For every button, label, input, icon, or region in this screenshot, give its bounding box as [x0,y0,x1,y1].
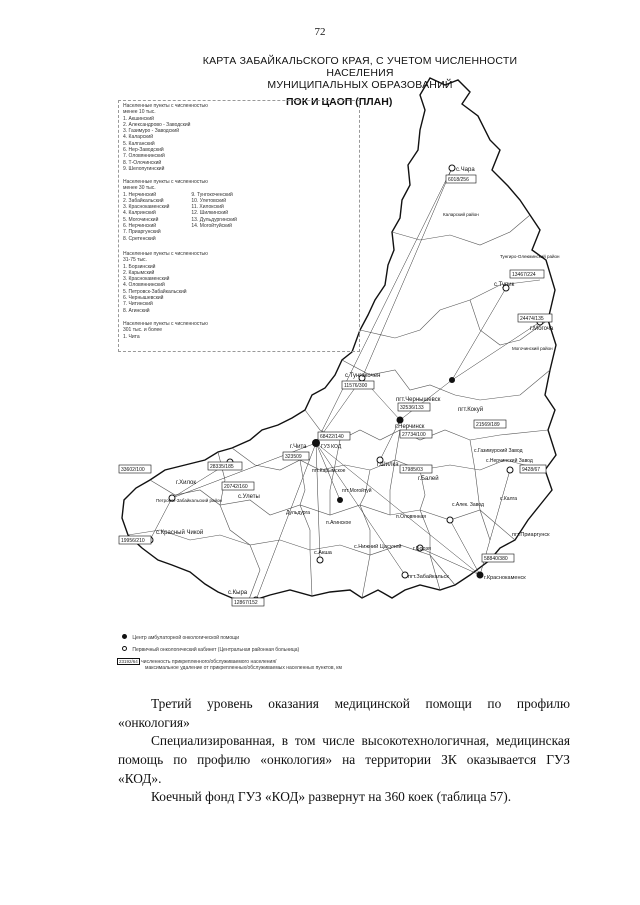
key-center-row [117,634,239,641]
legend-heading: Населенные пункты с численностью [123,321,208,327]
key-box-desc2: максимальное удаление от прикрепленных/обслуживаемых населенных пунктов, км [145,665,342,671]
legend-heading: Населенные пункты с численностью [123,251,208,257]
key-center-text: Центр амбулаторной онкологической помощи [132,635,240,641]
legend-item: 7. Читинский [123,301,153,308]
paragraph-third-level [118,696,570,712]
legend-item: 10. Улетовский [191,197,227,204]
label-shilka: г.Шилка [377,462,399,468]
legend-item: 3. Краснокаменский [123,276,170,283]
legend-item: 2. Карымский [123,269,155,276]
label-chita: г.Чита [290,444,307,450]
legend-item: 12. Шилкинский [191,210,229,217]
legend-item: 4. Оловяннинский [123,282,165,289]
aleksandr-zavod-cabinet-marker [447,517,453,523]
mogoytuy-center-marker [337,497,343,503]
label-nerchinsk-box: 27734/100 [402,432,426,438]
label-aginskoe: п.Агинское [326,520,352,526]
key-box-row-2 [145,665,342,671]
legend-item: 14. Могойтуйский [191,223,232,230]
legend-item: 11. Хилокский [191,204,224,211]
label-priargunsk: пгт.Приаргунск [512,532,550,538]
legend-item: 7. Приаргунский [123,229,161,236]
legend-item: 8. Т-Олочинский [123,159,162,166]
filled-circle-icon [122,634,127,639]
page-number: 72 [314,26,326,38]
key-cabinet-row [117,646,299,653]
legend-heading: Населенные пункты с численностью [123,103,208,109]
legend-item: 6. Чернышевский [123,295,164,302]
label-gukod: ГУЗ КОД [321,444,342,450]
legend-item: 13. Дульдургинский [191,216,237,223]
label-kokui: пгт.Кокуй [458,407,484,413]
label-nerchinsk: г.Нерчинск [395,424,425,430]
label-aksha: с.Акша [314,550,332,556]
legend-item: 3. Краснокаменский [123,204,170,211]
nerchinsk-center-marker [397,417,404,424]
label-balei-box: 17985/03 [402,467,423,473]
legend-heading: 301 тыс. и более [123,327,163,334]
legend-group-31-75k [123,251,208,314]
label-krasnokamensk: г.Краснокаменск [484,575,526,581]
label-chernyshevsk: пгт.Чернышевск [396,397,441,403]
legend-group-under-10k [123,103,208,172]
label-tungir: Тунгиро-Олекминский район [500,254,560,259]
paragraph-specialized [118,733,570,749]
label-mogocha: г.Могоча [530,326,554,332]
krasnokamensk-center-marker [477,572,484,579]
label-krasnokamensk-box: 58840/380 [484,556,508,562]
label-karymskoe: пгт.Карымское [312,468,346,474]
paragraph-line: Специализированная, в том числе высокотехнологичная, медицинская [151,733,570,748]
label-balei: г.Балей [418,476,439,482]
legend-item: 5. Петровск-Забайкальский [123,288,187,295]
legend-item: 2. Забайкальский [123,197,164,204]
legend-item: 1. Чита [123,333,140,340]
legend-item: 1. Нерчинский [123,191,157,198]
map-subtitle: ПОК И ЦАОП (ПЛАН) [286,96,393,108]
paragraph-line: Третий уровень оказания медицинской помощи по профилю [151,696,570,711]
map-title-line1: КАРТА ЗАБАЙКАЛЬСКОГО КРАЯ, С УЧЕТОМ ЧИСЛЕННОСТИ НАСЕЛЕНИЯ [202,55,518,79]
legend-item: 3. Газимуро - Заводский [123,128,180,135]
legend-item: 9. Шелопугинский [123,165,165,172]
label-nerch-zavod: с.Нерчинский Завод [486,458,533,464]
label-mogoytuy: пгт.Могойтуй [342,488,372,494]
legend-item: 5. Калганский [123,140,155,147]
legend-item: 9. Тунгокоченский [191,191,233,198]
legend-item: 7. Оловяннинский [123,153,165,160]
legend-item: 8. Агинский [123,307,150,314]
label-chernyshevsk-box: 32536/133 [400,405,424,411]
open-circle-icon [122,646,127,651]
label-olovyannaya: п.Оловянная [396,514,427,520]
label-chara-box: 6018/256 [448,177,469,183]
legend-group-under-30k [123,179,237,242]
label-gaz-zavod: с.Газимурский Завод [474,448,523,454]
label-kalga: с.Калга [500,496,517,502]
label-petrovsk: Петровск-Забайкальский район [156,498,222,503]
key-box-row [117,658,276,665]
legend-item: 6. Нерчинский [123,223,157,230]
label-uletov-box: 20742/160 [224,484,248,490]
paragraph-bed-fund: Коечный фонд ГУЗ «КОД» развернут на 360 коек (таблица 57). [151,789,512,804]
legend-column-left [123,192,169,242]
label-kyra: с.Кыра [228,590,248,596]
key-cabinet-text: Первичный онкологический кабинет (Центральная районная больница) [132,647,300,653]
legend-group-over-301k [123,321,208,340]
label-krasny-chikoy-box: 19956/210 [121,538,145,544]
legend-column-right [191,192,237,242]
label-duldurga: Дульдурга [286,510,311,516]
nerch-zavod-cabinet-marker [507,467,513,473]
legend-item: 1. Борзинский [123,263,156,270]
legend-item: 1. Акшинский [123,115,154,122]
legend-item: 4. Калринский [123,210,156,217]
label-krasny-chikoy: с.Красный Чикой [156,530,204,536]
legend-item: 5. Могочинский [123,216,159,223]
label-kyra-box: 12867/152 [234,600,258,606]
label-tupik-box: 13467/224 [512,272,536,278]
legend-heading: менее 30 тыс. [123,185,156,192]
map-legend [118,100,360,352]
label-hilok-box: 33602/100 [121,467,145,473]
legend-item: 2. Александрово - Заводский [123,121,191,128]
label-petrovsk-box: 28335/185 [210,464,234,470]
label-chita-val: 323509 [285,454,302,460]
label-hilok: г.Хилок [176,480,197,486]
label-kalarsky: Каларский район [443,212,479,217]
label-zabaikalsk: пгт.Забайкальск [408,574,449,580]
paragraph-line: «онкология» [118,715,190,730]
legend-item: 4. Каларский [123,134,154,141]
label-nizhny-tsasuchey: с.Нижний Цасучей [354,544,402,550]
map-title-line2: МУНИЦИПАЛЬНЫХ ОБРАЗОВАНИЙ [267,79,453,91]
legend-heading: Населенные пункты с численностью [123,179,208,185]
label-tungokochen: с.Тунгокочен [345,373,381,379]
chernyshevsk-center-marker [449,377,455,383]
legend-heading: 31-75 тыс. [123,257,147,264]
legend-item: 6. Нер-Заводский [123,147,164,154]
label-tungokochen-box: 11576/300 [344,383,368,389]
label-tupik: с.Тупик [494,282,515,288]
label-kokui-box: 21569/189 [476,422,500,428]
legend-columns [123,192,237,242]
key-box-sample: 23192/64 [119,659,138,664]
key-box-desc1: численность прикрепленного/обслуживаемого населения/ [141,659,277,665]
label-uletov: с.Улеты [238,494,260,500]
legend-heading: менее 10 тыс. [123,109,156,116]
paragraph-line: «КОД». [118,771,162,786]
label-mogocha-box: 24474/135 [520,316,544,322]
label-chita-box: 68422/140 [320,434,344,440]
label-chara: с.Чара [456,167,475,173]
label-mogoch-rayon: Могочинский район [512,346,553,351]
label-aleksandr-zavod: с.Алек. Завод [452,502,484,508]
aksha-cabinet-marker [317,557,323,563]
label-nerch-zavod-box: 9428/67 [522,467,541,473]
label-borzya: г.Борзя [413,546,432,552]
chara-cabinet-marker [449,165,455,171]
paragraph-line: помощь по профилю «онкология» на территории ЗК оказывается ГУЗ [118,752,570,767]
legend-item: 8. Сретенский [123,235,156,242]
